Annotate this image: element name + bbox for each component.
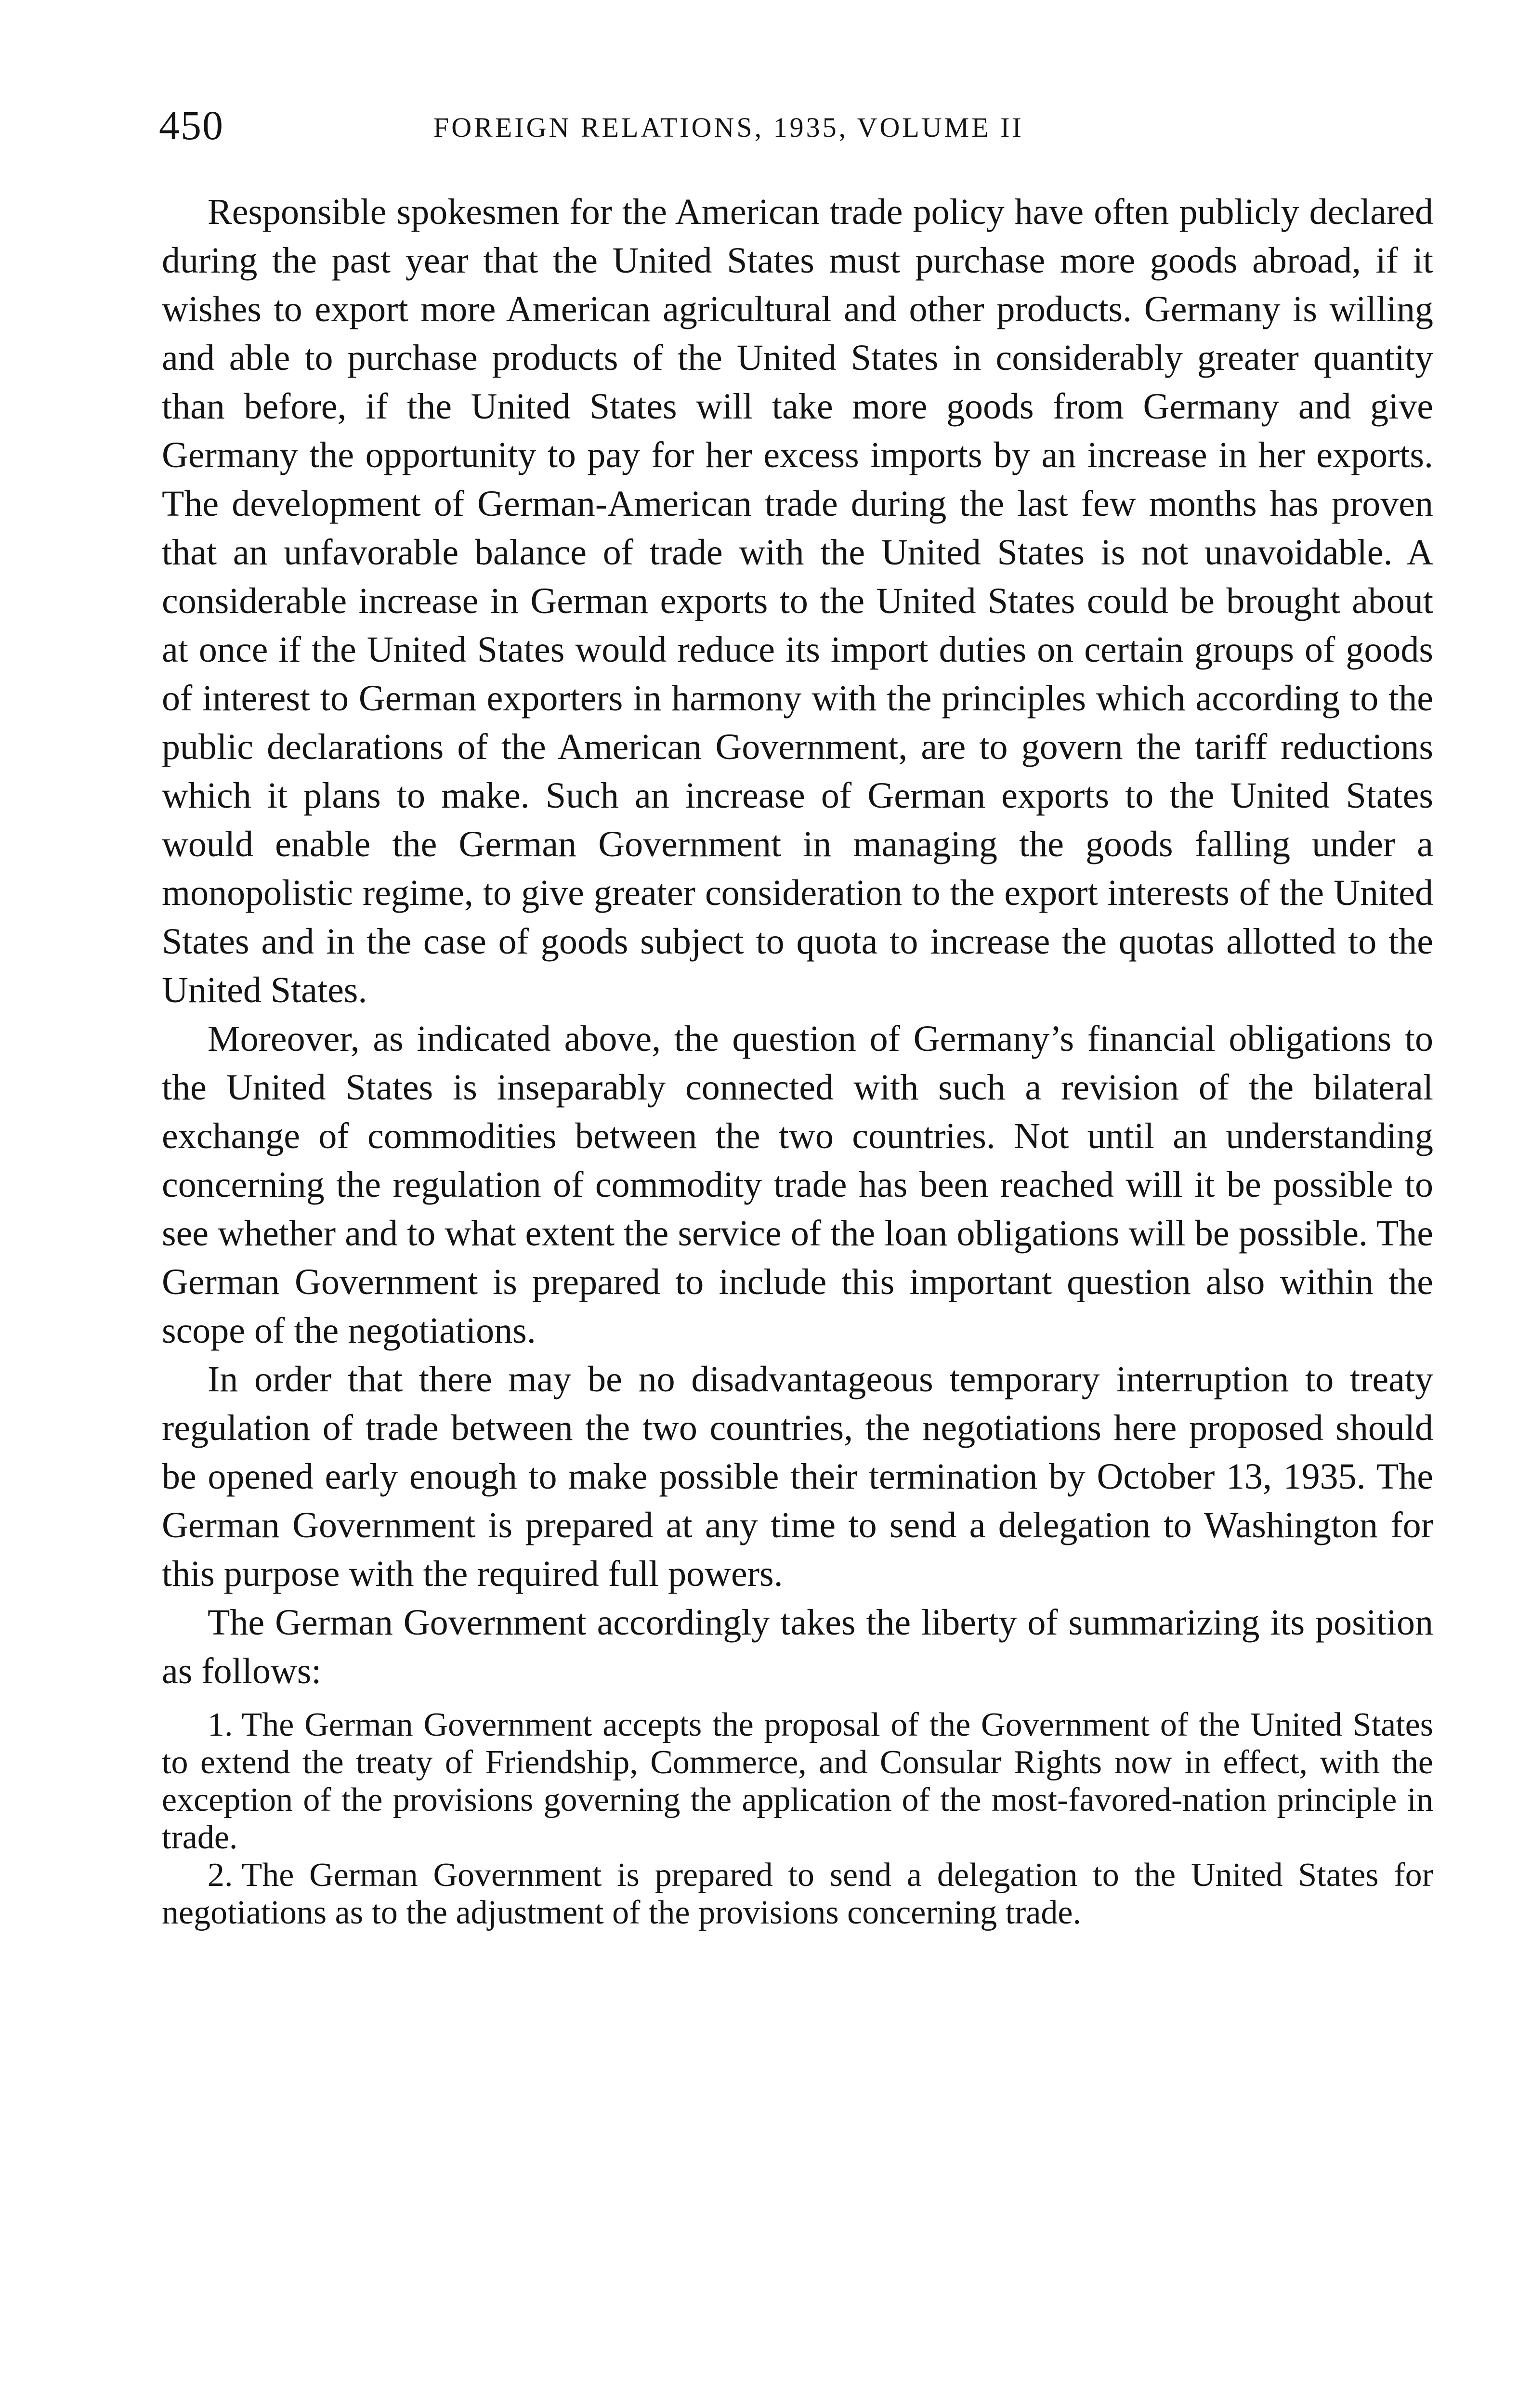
paragraph-financial-obligations: Moreover, as indicated above, the question of Germany’s financial obligations to the United States is inseparably connected with such a revision of the bilateral exchange of commodities between the two countries. Not until an understanding concerning the regulation of commodity trade has been reached will it be possible to see whether and to what extent the service of the loan obligations will be possible. The German Government is prepared to include this important question also within the scope of the negotiations. — [162, 1019, 1433, 1351]
running-title: FOREIGN RELATIONS, 1935, VOLUME II — [433, 112, 1024, 143]
paragraph-trade-policy: Responsible spokesmen for the American trade policy have often publicly declared during the past year that the United States must purchase more goods abroad, if it wishes to export more American agricultural and other products. Germany is willing and able to purchase products of the United States in considerably greater quantity than before, if the United States will take more goods from Germany and give Germany the opportunity to pay for her excess imports by an increase in her exports. The development of German-American trade during the last few months has proven that an unfavorable balance of trade with the United States is not unavoidable. A considerable increase in German exports to the United States could be brought about at once if the United States would reduce its import duties on certain groups of goods of interest to German exporters in harmony with the principles which according to the public declarations of the American Government, are to govern the tariff reductions which it plans to make. Such an increase of German exports to the United States would enable the German Government in managing the goods falling under a monopolistic regime, to give greater consideration to the export interests of the United States and in the case of goods subject to quota to increase the quotas allotted to the United States. — [162, 192, 1433, 1010]
list-item-number: 1. — [208, 1706, 233, 1743]
paragraph-negotiation-timing: In order that there may be no disadvantageous temporary interruption to treaty regulation of trade between the two countries, the negotiations here proposed should be opened early enough to make possible their termination by October 13, 1935. The German Government is prepared at any time to send a delegation to Washington for this purpose with the required full powers. — [162, 1359, 1433, 1594]
position-summary-list — [162, 1706, 1433, 1932]
list-item-text: The German Government is prepared to send a delegation to the United States for negotiations as to the adjustment of the provisions concerning trade. — [162, 1857, 1433, 1931]
list-item-text: The German Government accepts the proposal of the Government of the United States to extend the treaty of Friendship, Commerce, and Consular Rights now in effect, with the exception of the provisions governing the application of the most-favored-nation principle in trade. — [162, 1706, 1433, 1856]
paragraph-position-summary-intro: The German Government accordingly takes the liberty of summarizing its position as follows: — [162, 1602, 1433, 1691]
body-text — [162, 188, 1433, 1932]
running-head — [159, 99, 1440, 157]
page-number: 450 — [159, 102, 224, 148]
list-item — [162, 1857, 1433, 1932]
list-item — [162, 1706, 1433, 1857]
list-item-number: 2. — [208, 1857, 233, 1894]
